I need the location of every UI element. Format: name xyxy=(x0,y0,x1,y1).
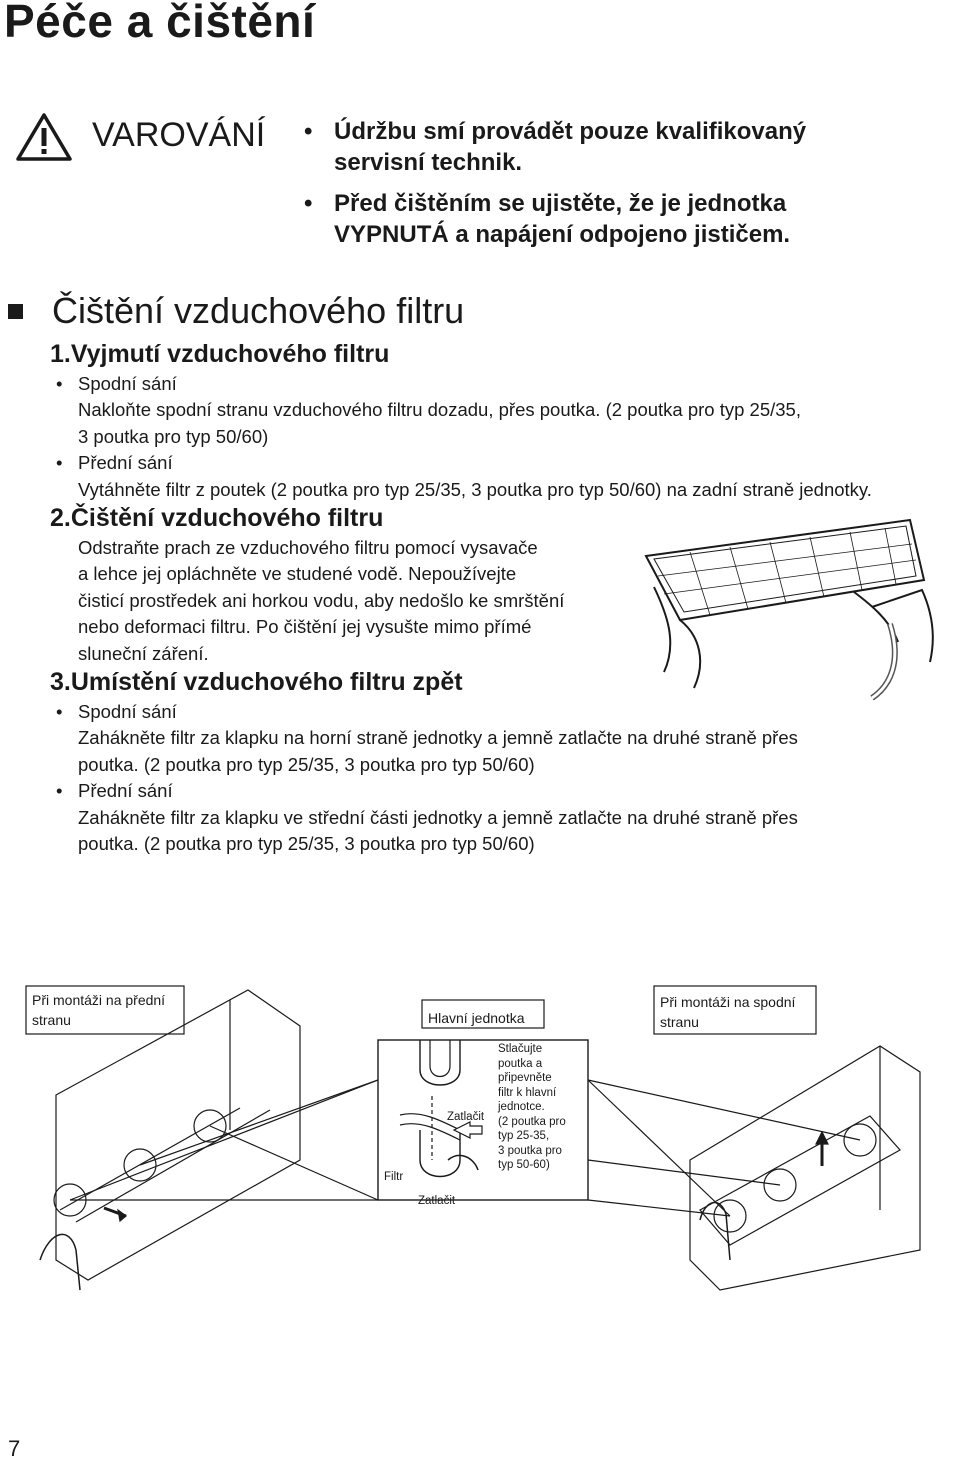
bullet: • xyxy=(56,452,63,473)
left-caption: Při montáži na přední xyxy=(32,992,166,1008)
section-heading: Čištění vzduchového filtru xyxy=(4,290,464,332)
step3-front-text-2: poutka. (2 poutka pro typ 25/35, 3 poutka pro typ 50/60) xyxy=(78,833,535,854)
right-caption-2: stranu xyxy=(660,1014,699,1030)
push-label: Zatlačit xyxy=(447,1111,485,1123)
bullet: • xyxy=(56,373,63,394)
step1-bottom-label: Spodní sání xyxy=(78,373,177,394)
warning-item: • Před čištěním se ujistěte, že je jednotka VYPNUTÁ a napájení odpojeno jističem. xyxy=(304,190,791,248)
step2-line: Odstraňte prach ze vzduchového filtru pomocí vysavače xyxy=(78,537,538,558)
left-caption-2: stranu xyxy=(32,1012,71,1028)
bullet: • xyxy=(56,701,63,722)
step1-bottom-text: Nakloňte spodní stranu vzduchového filtru dozadu, přes poutka. (2 poutka pro typ 25/35, xyxy=(78,399,801,420)
step1-heading: 1.Vyjmutí vzduchového filtru xyxy=(50,340,390,368)
filter-cleaning-illustration xyxy=(640,512,940,702)
step2-line: a lehce jej opláchněte ve studené vodě. Nepoužívejte xyxy=(78,563,517,584)
page-title: Péče a čištění xyxy=(4,0,316,47)
step3-front-label: Přední sání xyxy=(78,780,173,801)
step2-line: čisticí prostředek ani horkou vodu, aby nedošlo ke smrštění xyxy=(78,590,565,611)
warning-item: • Údržbu smí provádět pouze kvalifikovaný servisní technik. xyxy=(304,118,807,176)
step2-line: sluneční záření. xyxy=(78,643,209,664)
step3-bottom-text-2: poutka. (2 poutka pro typ 25/35, 3 poutka pro typ 50/60) xyxy=(78,754,535,775)
step1-bottom-text-2: 3 poutka pro typ 50/60) xyxy=(78,426,269,447)
warning-label: VAROVÁNÍ xyxy=(92,116,266,154)
step2-line: nebo deformaci filtru. Po čištění jej vysušte mimo přímé xyxy=(78,616,532,637)
push-label-2: Zatlačit xyxy=(418,1195,456,1207)
center-caption: Hlavní jednotka xyxy=(428,1010,525,1026)
step3-heading: 3.Umístění vzduchového filtru zpět xyxy=(50,668,463,696)
warning-triangle-icon xyxy=(16,112,72,162)
step3-front-text: Zahákněte filtr za klapku ve střední části jednotky a jemně zatlačte na druhé straně přes xyxy=(78,807,798,828)
page-number: 7 xyxy=(8,1436,21,1461)
step3-bottom-label: Spodní sání xyxy=(78,701,177,722)
right-caption: Při montáži na spodní xyxy=(660,994,796,1010)
step1-front-label: Přední sání xyxy=(78,452,173,473)
step2-heading: 2.Čištění vzduchového filtru xyxy=(50,504,384,532)
warning-list xyxy=(304,116,904,260)
filter-label: Filtr xyxy=(384,1171,404,1183)
note-text: Stlačujte poutka a připevněte filtr k hlavní jednotce. (2 poutka pro typ 25-35, 3 poutka pro typ 50-60) xyxy=(498,1043,566,1171)
step3-bottom-text: Zahákněte filtr za klapku na horní straně jednotky a jemně zatlačte na druhé straně přes xyxy=(78,727,798,748)
bullet: • xyxy=(56,780,63,801)
square-bullet-icon xyxy=(8,304,23,319)
step1-front-text: Vytáhněte filtr z poutek (2 poutka pro typ 25/35, 3 poutka pro typ 50/60) na zadní straně jednotky. xyxy=(78,479,872,500)
